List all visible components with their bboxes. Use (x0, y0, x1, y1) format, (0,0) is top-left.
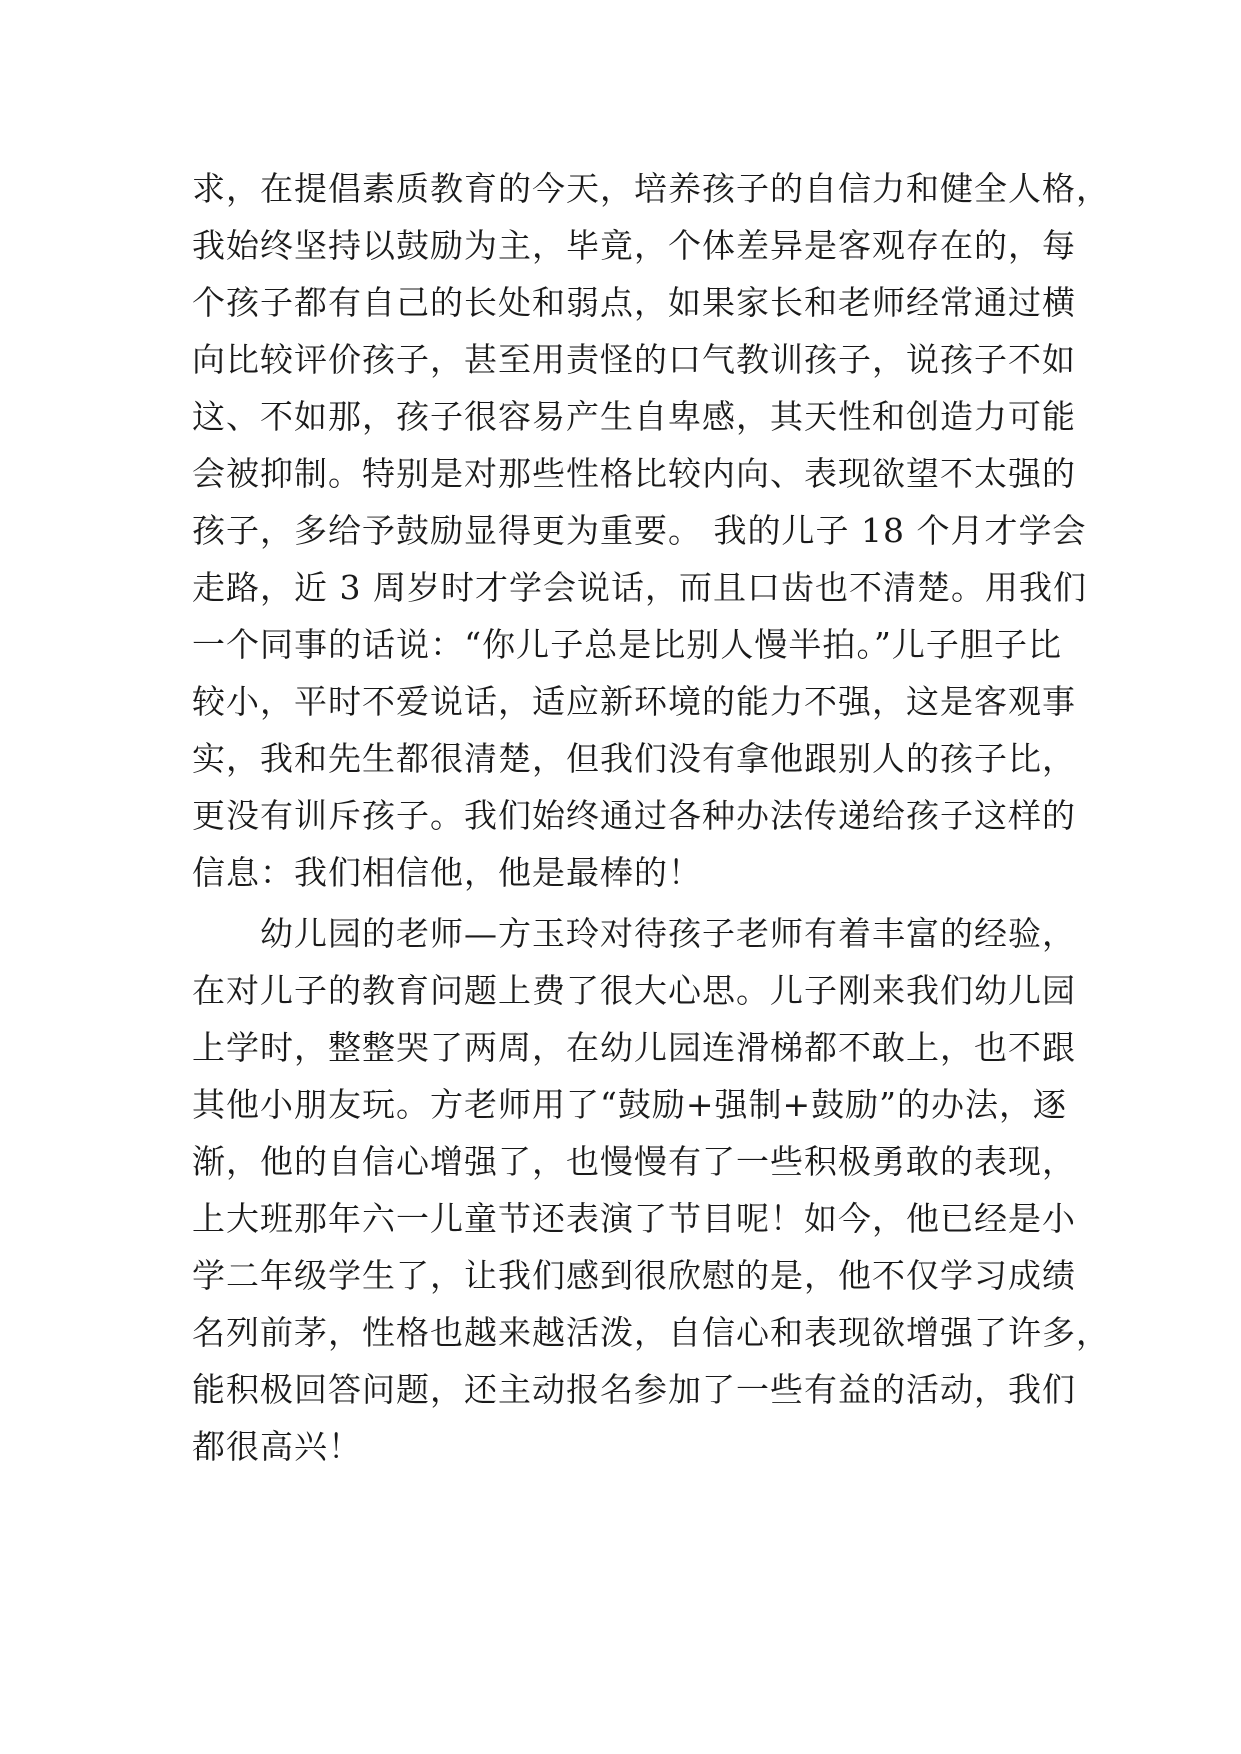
text-line: 向比较评价孩子，甚至用责怪的口气教训孩子，说孩子不如 (192, 340, 1076, 379)
text-line: 个孩子都有自己的长处和弱点，如果家长和老师经常通过横 (192, 283, 1076, 322)
text-line: 孩子，多给予鼓励显得更为重要。 我的儿子 18 个月才学会 (192, 511, 1087, 550)
text-line: 会被抑制。特别是对那些性格比较内向、表现欲望不太强的 (192, 454, 1076, 493)
text-line: 求，在提倡素质教育的今天，培养孩子的自信力和健全人格， (192, 169, 1110, 208)
text-line: 都很高兴！ (192, 1427, 362, 1466)
text-line: 实，我和先生都很清楚，但我们没有拿他跟别人的孩子比， (192, 739, 1076, 778)
text-line: 在对儿子的教育问题上费了很大心思。儿子刚来我们幼儿园 (192, 971, 1076, 1010)
text-line: 其他小朋友玩。方老师用了“鼓励+强制+鼓励”的办法，逐 (192, 1085, 1068, 1124)
text-line: 上学时，整整哭了两周，在幼儿园连滑梯都不敢上，也不跟 (192, 1028, 1076, 1067)
paragraph (192, 160, 1110, 901)
text-line: 我始终坚持以鼓励为主，毕竟，个体差异是客观存在的，每 (192, 226, 1076, 265)
text-line: 学二年级学生了，让我们感到很欣慰的是，他不仅学习成绩 (192, 1256, 1076, 1295)
paragraph (192, 905, 1110, 1475)
text-line: 更没有训斥孩子。我们始终通过各种办法传递给孩子这样的 (192, 796, 1076, 835)
text-line: 这、不如那，孩子很容易产生自卑感，其天性和创造力可能 (192, 397, 1076, 436)
text-line: 信息：我们相信他，他是最棒的！ (192, 853, 702, 892)
document-body (192, 160, 1110, 1475)
text-line: 幼儿园的老师—方玉玲对待孩子老师有着丰富的经验， (192, 914, 1076, 953)
text-line: 走路，近 3 周岁时才学会说话，而且口齿也不清楚。用我们 (192, 568, 1087, 607)
text-line: 较小，平时不爱说话，适应新环境的能力不强，这是客观事 (192, 682, 1076, 721)
text-line: 渐，他的自信心增强了，也慢慢有了一些积极勇敢的表现， (192, 1142, 1076, 1181)
text-line: 能积极回答问题，还主动报名参加了一些有益的活动，我们 (192, 1370, 1076, 1409)
text-line: 一个同事的话说：“你儿子总是比别人慢半拍。”儿子胆子比 (192, 625, 1062, 664)
text-line: 名列前茅，性格也越来越活泼，自信心和表现欲增强了许多， (192, 1313, 1110, 1352)
text-line: 上大班那年六一儿童节还表演了节目呢！如今，他已经是小 (192, 1199, 1076, 1238)
